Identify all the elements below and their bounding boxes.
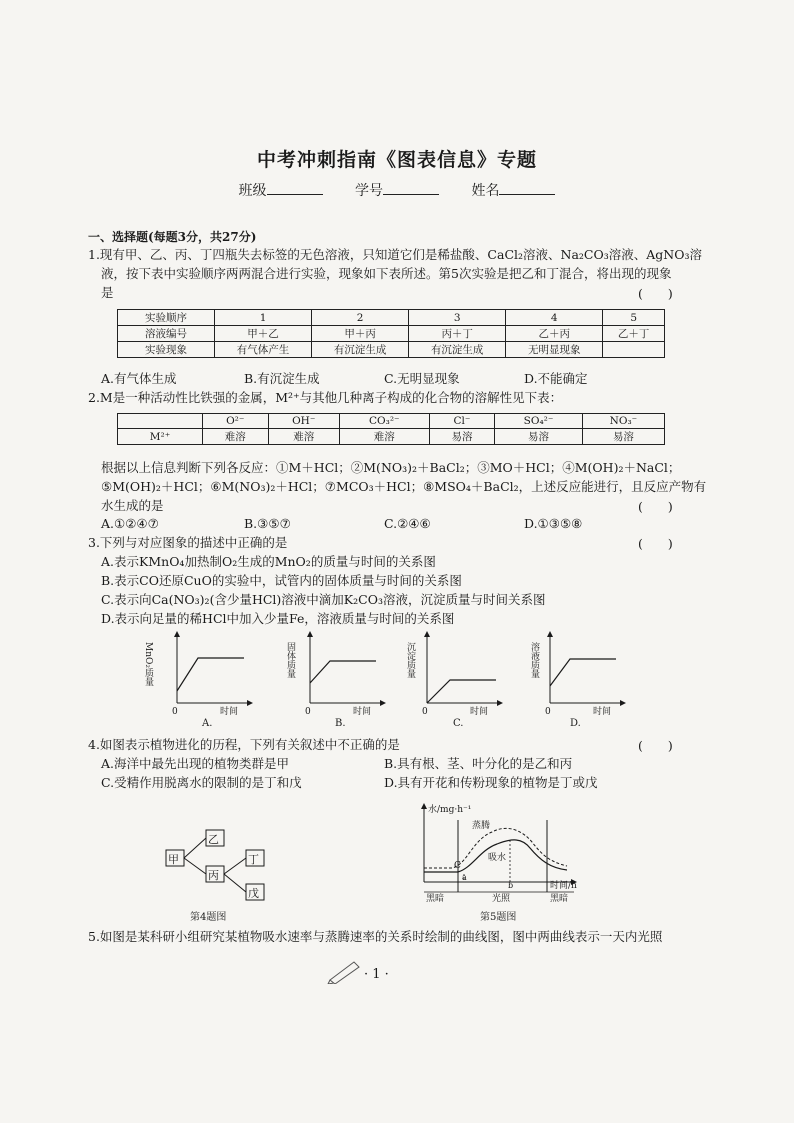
q2-cell: 易溶 xyxy=(495,429,583,445)
q2-header-cell: O²⁻ xyxy=(203,414,269,429)
fig5-point-b: b xyxy=(508,881,514,890)
q3-option-a[interactable]: A.表示KMnO₄加热制O₂生成的MnO₂的质量与时间的关系图 xyxy=(101,554,436,569)
q4-option-c[interactable]: C.受精作用脱离水的限制的是丁和戊 xyxy=(101,775,302,790)
q1-header-cell: 4 xyxy=(506,310,603,326)
section-heading: 一、选择题(每题3分，共27分) xyxy=(88,230,257,244)
q1-option-a[interactable]: A.有气体生成 xyxy=(101,371,177,386)
q2-header-cell xyxy=(118,414,203,429)
q1-line3: 是 xyxy=(101,285,114,300)
graph-d-curve xyxy=(550,659,616,686)
q2-option-b[interactable]: B.③⑤⑦ xyxy=(244,516,291,531)
graph-b-xlabel: 时间 xyxy=(353,707,372,717)
graph-a-curve xyxy=(177,658,244,691)
q4-line1: 4.如图表示植物进化的历程，下列有关叙述中不正确的是 xyxy=(88,737,400,752)
graph-b-curve xyxy=(310,661,376,683)
q1-cell: 有沉淀生成 xyxy=(312,342,409,358)
q2-answer-paren[interactable]: ( ) xyxy=(638,499,673,514)
q2-option-d[interactable]: D.①③⑤⑧ xyxy=(524,516,583,531)
q1-cell: 乙＋丙 xyxy=(506,326,603,342)
q3-answer-paren[interactable]: ( ) xyxy=(638,536,673,551)
graph-a-ylabel: MnO₂质量 xyxy=(143,642,153,686)
q1-cell: 溶液编号 xyxy=(118,326,215,342)
graph-a xyxy=(143,634,250,728)
q3-graphs xyxy=(140,628,640,728)
q4-option-d[interactable]: D.具有开花和传粉现象的植物是丁或戊 xyxy=(384,775,598,790)
q2-cell: 难溶 xyxy=(203,429,269,445)
q1-table xyxy=(117,309,665,358)
graph-b-ylabel: 固体质量 xyxy=(285,642,295,678)
q1-line2: 液，按下表中实验顺序两两混合进行实验，现象如下表所述。第5次实验是把乙和丁混合，将出现的现象 xyxy=(101,266,672,281)
page-title: 中考冲刺指南《图表信息》专题 xyxy=(256,149,537,171)
graph-d-ylabel: 溶液质量 xyxy=(529,642,539,678)
q1-cell: 丙＋丁 xyxy=(409,326,506,342)
q2-cell: 难溶 xyxy=(339,429,429,445)
name-label: 姓名 xyxy=(471,183,500,199)
q1-cell xyxy=(603,342,665,358)
graph-c-letter: C. xyxy=(453,718,464,728)
q1-cell: 有气体产生 xyxy=(215,342,312,358)
name-blank[interactable] xyxy=(499,194,555,195)
graph-c-origin: 0 xyxy=(422,707,428,717)
graph-a-xlabel: 时间 xyxy=(220,707,239,717)
graph-a-origin: 0 xyxy=(172,707,178,717)
q1-line1: 1.现有甲、乙、丙、丁四瓶失去标签的无色溶液，只知道它们是稀盐酸、CaCl₂溶液、Na₂CO₃溶液、AgNO₃溶 xyxy=(88,247,702,262)
fig5-curve2-label: 吸水 xyxy=(488,853,507,863)
q2-line1: 2.M是一种活动性比铁强的金属，M²⁺与其他几种离子构成的化合物的溶解性见下表： xyxy=(88,390,563,405)
q5-line1: 5.如图是某科研小组研究某植物吸水速率与蒸腾速率的关系时绘制的曲线图，图中两曲线表示一天内光照 xyxy=(88,929,663,944)
q2-header-cell: CO₃²⁻ xyxy=(339,414,429,429)
q3-line1: 3.下列与对应图象的描述中正确的是 xyxy=(88,535,288,550)
tree-node-bing: 丙 xyxy=(208,869,219,882)
graph-d-xlabel: 时间 xyxy=(593,707,612,717)
q1-answer-paren[interactable]: ( ) xyxy=(638,286,673,301)
q1-cell: 甲＋丙 xyxy=(312,326,409,342)
fig5-xlabel: 时间/h xyxy=(550,881,577,891)
evolution-tree xyxy=(160,822,280,926)
q2-cell: 易溶 xyxy=(429,429,495,445)
q4-answer-paren[interactable]: ( ) xyxy=(638,738,673,753)
q2-cell: 难溶 xyxy=(268,429,339,445)
q2-cell: M²⁺ xyxy=(118,429,203,445)
class-label: 班级 xyxy=(238,183,267,199)
q2-header-cell: NO₃⁻ xyxy=(582,414,664,429)
q4-option-b[interactable]: B.具有根、茎、叶分化的是乙和丙 xyxy=(384,756,573,771)
q1-header-cell: 1 xyxy=(215,310,312,326)
student-info xyxy=(0,180,794,200)
graph-b xyxy=(285,634,383,728)
graph-c-xlabel: 时间 xyxy=(470,707,489,717)
fig4-caption: 第4题图 xyxy=(190,912,227,923)
fig5-dark2: 黑暗 xyxy=(550,894,569,904)
graph-a-letter: A. xyxy=(202,718,213,728)
q1-option-d[interactable]: D.不能确定 xyxy=(524,371,588,386)
pencil-icon xyxy=(326,958,366,984)
fig5-ylabel: 水/mg·h⁻¹ xyxy=(428,805,472,815)
graph-d xyxy=(529,634,623,728)
q4-option-a[interactable]: A.海洋中最先出现的植物类群是甲 xyxy=(101,756,290,771)
q3-option-c[interactable]: C.表示向Ca(NO₃)₂(含少量HCl)溶液中滴加K₂CO₃溶液，沉淀质量与时间关系图 xyxy=(101,592,546,607)
q1-header-cell: 2 xyxy=(312,310,409,326)
fig5-point-a: a xyxy=(462,873,467,882)
q2-cell: 易溶 xyxy=(582,429,664,445)
q2-table xyxy=(117,413,665,445)
q1-cell: 甲＋乙 xyxy=(215,326,312,342)
tree-node-yi: 乙 xyxy=(208,833,219,846)
q3-option-b[interactable]: B.表示CO还原CuO的实验中，试管内的固体质量与时间的关系图 xyxy=(101,573,462,588)
q1-option-c[interactable]: C.无明显现象 xyxy=(384,371,460,386)
q2-line4: 水生成的是 xyxy=(101,498,164,513)
graph-b-letter: B. xyxy=(335,718,346,728)
q2-line3: ⑤M(OH)₂＋HCl；⑥M(NO₃)₂＋HCl；⑦MCO₃＋HCl；⑧MSO₄＋BaCl₂，上述反应能进行，且反应产物有 xyxy=(101,479,707,494)
graph-c xyxy=(405,634,500,728)
tree-node-ding: 丁 xyxy=(248,853,259,866)
q1-cell: 实验现象 xyxy=(118,342,215,358)
q1-header-cell: 5 xyxy=(603,310,665,326)
class-blank[interactable] xyxy=(267,194,323,195)
q1-cell: 无明显现象 xyxy=(506,342,603,358)
fig5-light: 光照 xyxy=(492,894,511,904)
q3-option-d[interactable]: D.表示向足量的稀HCl中加入少量Fe，溶液质量与时间的关系图 xyxy=(101,611,455,626)
q1-header-cell: 实验顺序 xyxy=(118,310,215,326)
q2-header-cell: Cl⁻ xyxy=(429,414,495,429)
fig5-curve1-label: 蒸腾 xyxy=(472,821,491,831)
q1-header-cell: 3 xyxy=(409,310,506,326)
tree-node-jia: 甲 xyxy=(168,853,179,866)
number-blank[interactable] xyxy=(383,194,439,195)
number-label: 学号 xyxy=(355,183,383,199)
graph-d-letter: D. xyxy=(570,718,581,728)
fig5-dark1: 黑暗 xyxy=(426,894,445,904)
q2-line2: 根据以上信息判断下列各反应：①M＋HCl；②M(NO₃)₂＋BaCl₂；③MO＋HCl；④M(OH)₂＋NaCl； xyxy=(101,460,681,475)
fig5-point-c: C xyxy=(454,861,461,871)
q1-cell: 有沉淀生成 xyxy=(409,342,506,358)
q2-header-cell: OH⁻ xyxy=(268,414,339,429)
page-number: · 1 · xyxy=(364,967,389,982)
graph-d-origin: 0 xyxy=(545,707,551,717)
graph-c-ylabel: 沉淀质量 xyxy=(405,642,415,678)
q2-option-c[interactable]: C.②④⑥ xyxy=(384,516,431,531)
fig5-chart xyxy=(412,800,597,926)
q1-cell: 乙＋丁 xyxy=(603,326,665,342)
q2-option-a[interactable]: A.①②④⑦ xyxy=(101,516,159,531)
tree-node-wu: 戊 xyxy=(248,887,259,900)
q2-header-cell: SO₄²⁻ xyxy=(495,414,583,429)
graph-b-origin: 0 xyxy=(305,707,311,717)
q1-option-b[interactable]: B.有沉淀生成 xyxy=(244,371,320,386)
fig5-caption: 第5题图 xyxy=(480,912,517,923)
graph-c-curve xyxy=(427,680,496,703)
